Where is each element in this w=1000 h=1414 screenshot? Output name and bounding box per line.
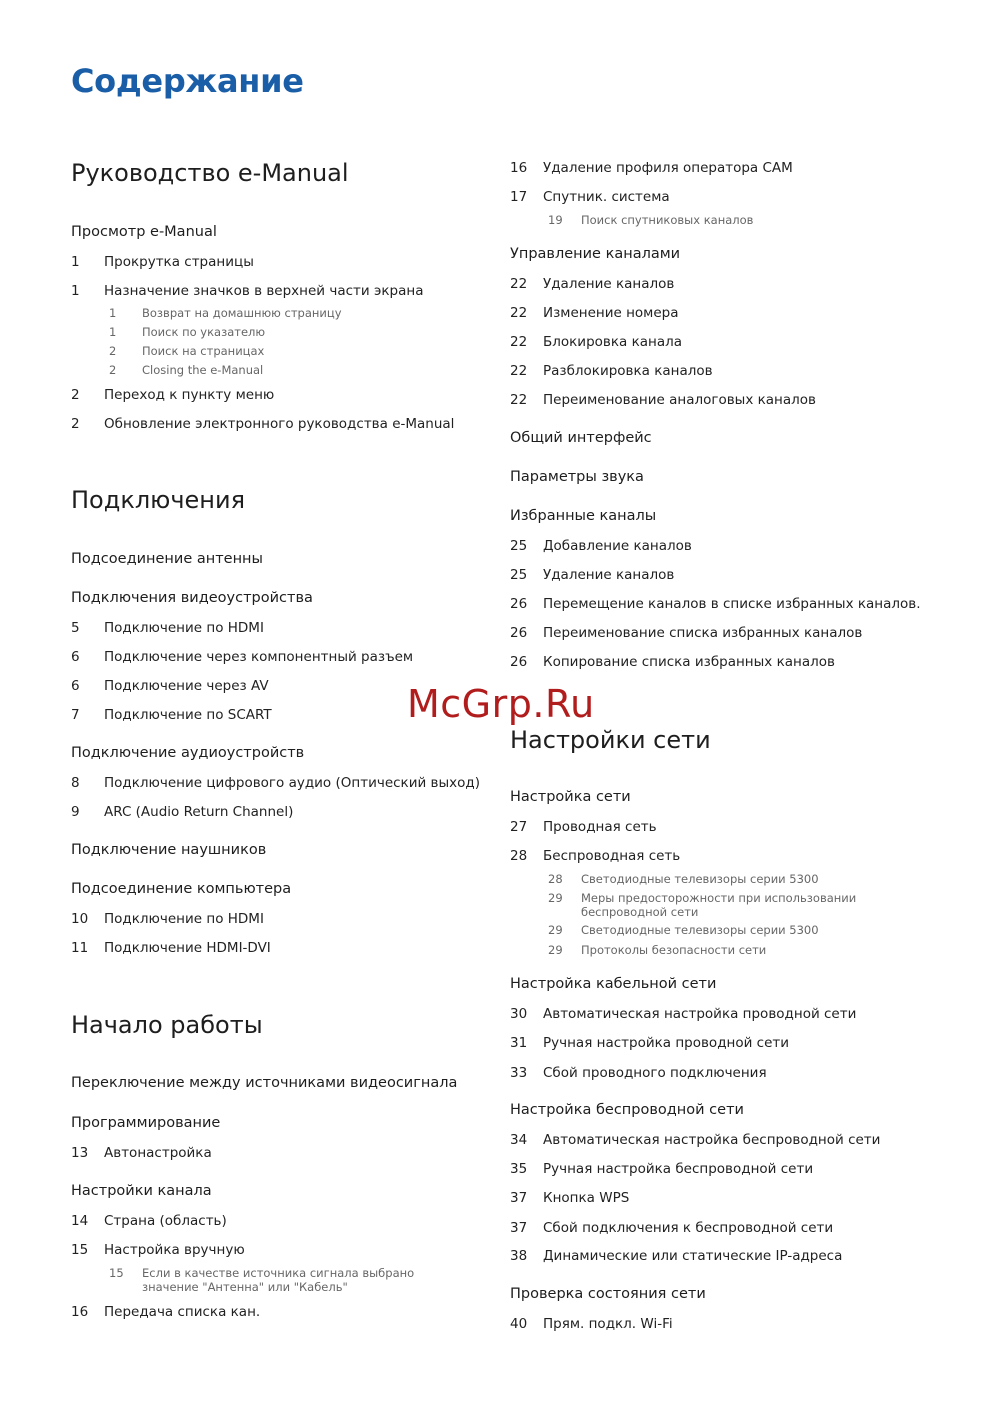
- toc-subentry[interactable]: Поиск спутниковых каналов: [581, 213, 754, 227]
- toc-subentry[interactable]: Меры предосторожности при использовании беспроводной сети: [581, 891, 857, 919]
- page-number: 22: [510, 392, 528, 408]
- page-number: 6: [71, 678, 80, 694]
- chapter-heading[interactable]: Руководство e-Manual: [71, 159, 349, 187]
- page-number: 14: [71, 1213, 89, 1229]
- page-number: 2: [71, 387, 80, 403]
- subentry-page-number: 2: [109, 344, 117, 358]
- page-title: Содержание: [71, 62, 304, 100]
- section-heading[interactable]: Подключение наушников: [71, 842, 267, 858]
- subentry-page-number: 1: [109, 325, 117, 339]
- subentry-page-number: 29: [548, 923, 563, 937]
- toc-entry[interactable]: Удаление каналов: [543, 276, 675, 292]
- page-number: 27: [510, 819, 528, 835]
- chapter-heading[interactable]: Настройки сети: [510, 726, 711, 754]
- section-heading[interactable]: Настройка беспроводной сети: [510, 1102, 744, 1118]
- section-heading[interactable]: Управление каналами: [510, 246, 681, 262]
- subentry-page-number: 29: [548, 891, 563, 905]
- chapter-heading[interactable]: Начало работы: [71, 1011, 263, 1039]
- toc-entry[interactable]: Передача списка кан.: [104, 1304, 261, 1320]
- toc-entry[interactable]: Подключение по SCART: [104, 707, 272, 723]
- toc-entry[interactable]: Сбой проводного подключения: [543, 1065, 767, 1081]
- toc-entry[interactable]: Перемещение каналов в списке избранных каналов.: [543, 596, 921, 612]
- toc-subentry[interactable]: Если в качестве источника сигнала выбрано значение "Антенна" или "Кабель": [142, 1266, 415, 1294]
- section-heading[interactable]: Переключение между источниками видеосигнала: [71, 1075, 458, 1091]
- toc-entry[interactable]: Прям. подкл. Wi-Fi: [543, 1316, 673, 1332]
- toc-entry[interactable]: Добавление каналов: [543, 538, 692, 554]
- page-number: 28: [510, 848, 528, 864]
- toc-entry[interactable]: Кнопка WPS: [543, 1190, 630, 1206]
- toc-entry[interactable]: Блокировка канала: [543, 334, 683, 350]
- toc-entry[interactable]: Беспроводная сеть: [543, 848, 681, 864]
- page-number: 13: [71, 1145, 89, 1161]
- toc-entry[interactable]: Подключение через AV: [104, 678, 269, 694]
- toc-entry[interactable]: Обновление электронного руководства e-Manual: [104, 416, 455, 432]
- page-number: 25: [510, 538, 528, 554]
- toc-entry[interactable]: Страна (область): [104, 1213, 227, 1229]
- toc-entry[interactable]: Удаление профиля оператора CAM: [543, 160, 793, 176]
- toc-entry[interactable]: Копирование списка избранных каналов: [543, 654, 835, 670]
- page-number: 5: [71, 620, 80, 636]
- page-number: 22: [510, 305, 528, 321]
- toc-entry[interactable]: Автонастройка: [104, 1145, 212, 1161]
- subentry-page-number: 15: [109, 1266, 124, 1280]
- toc-entry[interactable]: Назначение значков в верхней части экрана: [104, 283, 424, 299]
- section-heading[interactable]: Проверка состояния сети: [510, 1286, 706, 1302]
- page-number: 2: [71, 416, 80, 432]
- subentry-page-number: 28: [548, 872, 563, 886]
- toc-entry[interactable]: Динамические или статические IP-адреса: [543, 1248, 843, 1264]
- page-number: 11: [71, 940, 89, 956]
- toc-entry[interactable]: Автоматическая настройка проводной сети: [543, 1006, 857, 1022]
- toc-entry[interactable]: Проводная сеть: [543, 819, 657, 835]
- subentry-page-number: 2: [109, 363, 117, 377]
- page-number: 17: [510, 189, 528, 205]
- toc-entry[interactable]: Переход к пункту меню: [104, 387, 275, 403]
- toc-entry[interactable]: Подключение по HDMI: [104, 620, 264, 636]
- page-number: 26: [510, 654, 528, 670]
- toc-entry[interactable]: Ручная настройка проводной сети: [543, 1035, 790, 1051]
- page-number: 26: [510, 596, 528, 612]
- page-number: 16: [510, 160, 528, 176]
- toc-entry[interactable]: Прокрутка страницы: [104, 254, 254, 270]
- toc-entry[interactable]: Переименование списка избранных каналов: [543, 625, 863, 641]
- page-number: 6: [71, 649, 80, 665]
- section-heading[interactable]: Подсоединение антенны: [71, 551, 263, 567]
- section-heading[interactable]: Общий интерфейс: [510, 430, 652, 446]
- watermark: McGrp.Ru: [407, 682, 595, 726]
- toc-entry[interactable]: Ручная настройка беспроводной сети: [543, 1161, 814, 1177]
- page-number: 37: [510, 1190, 528, 1206]
- page-number: 7: [71, 707, 80, 723]
- page-number: 40: [510, 1316, 528, 1332]
- section-heading[interactable]: Программирование: [71, 1115, 221, 1131]
- page-number: 38: [510, 1248, 528, 1264]
- toc-entry[interactable]: Изменение номера: [543, 305, 679, 321]
- page-number: 25: [510, 567, 528, 583]
- toc-subentry[interactable]: Поиск на страницах: [142, 344, 265, 358]
- subentry-page-number: 29: [548, 943, 563, 957]
- toc-entry[interactable]: ARC (Audio Return Channel): [104, 804, 294, 820]
- section-heading[interactable]: Настройка сети: [510, 789, 631, 805]
- section-heading[interactable]: Параметры звука: [510, 469, 644, 485]
- chapter-heading[interactable]: Подключения: [71, 486, 246, 514]
- page-number: 33: [510, 1065, 528, 1081]
- toc-subentry[interactable]: Светодиодные телевизоры серии 5300: [581, 923, 819, 937]
- page-number: 16: [71, 1304, 89, 1320]
- section-heading[interactable]: Настройки канала: [71, 1183, 212, 1199]
- page-number: 22: [510, 334, 528, 350]
- toc-subentry[interactable]: Closing the e-Manual: [142, 363, 264, 377]
- page-number: 37: [510, 1220, 528, 1236]
- toc-entry[interactable]: Настройка вручную: [104, 1242, 245, 1258]
- toc-entry[interactable]: Подключение цифрового аудио (Оптический выход): [104, 775, 481, 791]
- toc-entry[interactable]: Сбой подключения к беспроводной сети: [543, 1220, 834, 1236]
- page-number: 30: [510, 1006, 528, 1022]
- toc-entry[interactable]: Переименование аналоговых каналов: [543, 392, 816, 408]
- toc-subentry[interactable]: Светодиодные телевизоры серии 5300: [581, 872, 819, 886]
- toc-entry[interactable]: Удаление каналов: [543, 567, 675, 583]
- toc-entry[interactable]: Подключение HDMI-DVI: [104, 940, 271, 956]
- page-number: 34: [510, 1132, 528, 1148]
- page-number: 35: [510, 1161, 528, 1177]
- page-number: 1: [71, 283, 80, 299]
- toc-subentry[interactable]: Возврат на домашнюю страницу: [142, 306, 342, 320]
- page-number: 15: [71, 1242, 89, 1258]
- page-number: 22: [510, 276, 528, 292]
- section-heading[interactable]: Просмотр e-Manual: [71, 224, 217, 240]
- toc-entry[interactable]: Подключение через компонентный разъем: [104, 649, 414, 665]
- page-number: 10: [71, 911, 89, 927]
- subentry-page-number: 1: [109, 306, 117, 320]
- page-number: 22: [510, 363, 528, 379]
- toc-entry[interactable]: Спутник. система: [543, 189, 670, 205]
- toc-entry[interactable]: Автоматическая настройка беспроводной сети: [543, 1132, 881, 1148]
- section-heading[interactable]: Подсоединение компьютера: [71, 881, 292, 897]
- page-number: 31: [510, 1035, 528, 1051]
- section-heading[interactable]: Избранные каналы: [510, 508, 657, 524]
- toc-subentry[interactable]: Поиск по указателю: [142, 325, 266, 339]
- section-heading[interactable]: Подключение аудиоустройств: [71, 745, 305, 761]
- page-number: 1: [71, 254, 80, 270]
- toc-entry[interactable]: Разблокировка каналов: [543, 363, 713, 379]
- toc-entry[interactable]: Подключение по HDMI: [104, 911, 264, 927]
- page-number: 26: [510, 625, 528, 641]
- subentry-page-number: 19: [548, 213, 563, 227]
- toc-subentry[interactable]: Протоколы безопасности сети: [581, 943, 767, 957]
- page-number: 9: [71, 804, 80, 820]
- section-heading[interactable]: Подключения видеоустройства: [71, 590, 313, 606]
- section-heading[interactable]: Настройка кабельной сети: [510, 976, 717, 992]
- page-number: 8: [71, 775, 80, 791]
